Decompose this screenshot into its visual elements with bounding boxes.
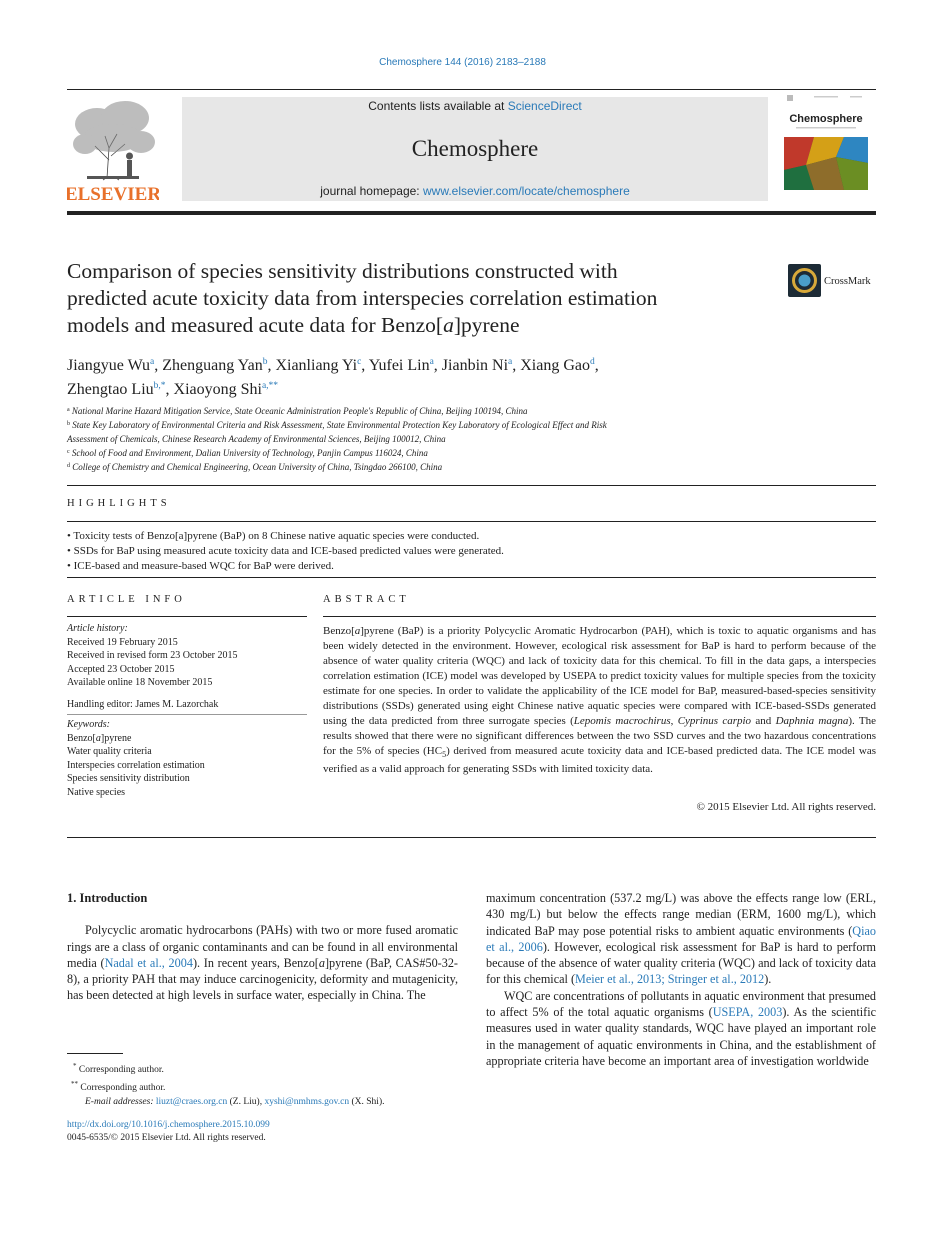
elsevier-wordmark: ELSEVIER [67, 184, 159, 204]
author-separator: , [433, 357, 438, 374]
author [162, 357, 271, 374]
author-name: Jiangyue Wu [67, 357, 151, 374]
affiliation [67, 433, 867, 446]
paper-title [67, 258, 767, 339]
author-affiliation-mark[interactable]: b,* [153, 381, 166, 391]
abstract-heading: ABSTRACT [323, 594, 410, 605]
highlights-heading: HIGHLIGHTS [67, 498, 171, 509]
author-separator: , [512, 357, 517, 374]
crossmark-icon[interactable] [788, 264, 821, 297]
affiliation-text: Assessment of Chemicals, Chinese Research Academy of Environmental Sciences, Beijing 100012, China [67, 433, 446, 444]
author-affiliation-mark[interactable]: b [262, 357, 268, 367]
author-name: Yufei Lin [368, 357, 430, 374]
email-link[interactable]: xyshi@nmhms.gov.cn [264, 1097, 350, 1108]
highlight-text: ICE-based and measure-based WQC for BaP were derived. [73, 560, 334, 572]
keyword [67, 732, 307, 746]
highlights-top-rule [67, 485, 876, 486]
author-affiliation-mark[interactable]: c [357, 357, 362, 367]
footnote-mark: ** [71, 1080, 78, 1089]
highlights-list [67, 529, 876, 574]
intro-paragraph [67, 922, 458, 1003]
revised-date: Received in revised form 23 October 2015 [67, 650, 238, 661]
handling-editor: Handling editor: James M. Lazorchak [67, 698, 219, 710]
footnote-text: Corresponding author. [80, 1083, 166, 1094]
author-separator: , [154, 357, 159, 374]
affiliation-key: b [67, 421, 70, 428]
accepted-date: Accepted 23 October 2015 [67, 663, 175, 675]
email-owner: (Z. Liu), [229, 1097, 263, 1108]
abstract-subscript: 5 [442, 750, 447, 760]
highlights-mid-rule [67, 521, 876, 522]
journal-cover[interactable] [784, 95, 868, 193]
citation-link[interactable]: Meier et al., 2013; Stringer et al., 2012 [575, 972, 765, 987]
title-part: models and measured acute data for Benzo[ [67, 313, 444, 337]
header-top-rule [67, 89, 876, 90]
intro-text: ). However, ecological risk assessment for BaP is hard to perform because of the absence of water quality criteria (WQC) and lack of toxicity data for this chemical ( [486, 939, 876, 987]
affiliation [67, 446, 867, 460]
intro-text: ). As the scientific measures used in water quality standards, WQC have played an important role in the management of aquatic environments in China, and the establishment of appropriate criteria have become an important area of investigation worldwide [486, 1005, 876, 1068]
footnote-mark: * [73, 1062, 77, 1070]
species-name: Cyprinus carpio [677, 715, 752, 727]
abstract-text: ). The results showed that there were no significant differences between the two SSD curves and the two hazardous concentrations for the 5% of species (HC [323, 715, 876, 757]
affiliation-text: State Key Laboratory of Environmental Criteria and Risk Assessment, State Environmental Protection Key Laboratory of Ecological Effect and Risk [72, 420, 607, 431]
intro-text: ]pyrene (BaP, CAS#50-32-8), a priority PAH that may induce carcinogenicity, deformity and mutagenicity, has been detected at high levels in surface water, especially in China. The [67, 955, 458, 1003]
abstract-rule [323, 616, 876, 617]
species-name: Lepomis macrochirus [573, 715, 671, 727]
author-name: Xiang Gao [520, 357, 590, 374]
contents-prefix: Contents lists available at [368, 99, 505, 113]
highlights-bottom-rule [67, 577, 876, 578]
citation-link[interactable]: Qiao et al., 2006 [486, 923, 876, 954]
author-affiliation-mark[interactable]: d [590, 357, 595, 367]
received-date: Received 19 February 2015 [67, 636, 178, 648]
sciencedirect-link[interactable]: ScienceDirect [507, 99, 582, 113]
author-name: Zhenguang Yan [162, 357, 263, 374]
abstract-text: and [751, 715, 776, 727]
intro-paragraph [486, 988, 876, 1069]
author-affiliation-mark[interactable]: a,** [261, 381, 279, 391]
journal-reference[interactable]: Chemosphere 144 (2016) 2183–2188 [379, 57, 546, 68]
affiliation-text: National Marine Hazard Mitigation Service, State Oceanic Administration People's Republic of China, Beijing 100194, China [71, 406, 528, 416]
highlight-text: Toxicity tests of Benzo[a]pyrene (BaP) on 8 Chinese native aquatic species were conducted. [73, 530, 480, 542]
author [369, 357, 438, 374]
abstract-text: , [670, 715, 678, 727]
keyword-part: ]pyrene [100, 732, 132, 744]
affiliation-key: c [67, 448, 70, 455]
author [520, 357, 599, 374]
title-line-1: Comparison of species sensitivity distributions constructed with [67, 259, 618, 283]
intro-left-column [67, 890, 458, 1004]
author-name: Xiaoyong Shi [173, 381, 262, 398]
citation-link[interactable]: Nadal et al., 2004 [104, 955, 193, 970]
crossmark-label[interactable]: CrossMark [824, 276, 871, 287]
affiliation-key: d [67, 463, 70, 470]
author-separator: , [361, 357, 366, 374]
homepage-line [182, 184, 768, 198]
intro-right-column [486, 890, 876, 1069]
keyword: Native species [67, 786, 126, 798]
abstract-body [323, 624, 876, 777]
footnotes [67, 1059, 467, 1109]
title-line-2: predicted acute toxicity data from interspecies correlation estimation [67, 286, 658, 310]
author-list [67, 352, 867, 400]
author-separator: , [267, 357, 272, 374]
elsevier-logo [67, 96, 159, 204]
title-italic: a [443, 313, 454, 337]
journal-name: Chemosphere [411, 136, 539, 161]
keyword-part: Benzo[ [67, 732, 96, 744]
highlight-item: • SSDs for BaP using measured acute toxicity data and ICE-based predicted values were generated. [67, 545, 504, 557]
author-affiliation-mark[interactable]: a [429, 357, 434, 367]
highlight-item: • Toxicity tests of Benzo[a]pyrene (BaP) on 8 Chinese native aquatic species were conducted. [67, 530, 480, 542]
doi-block [67, 1119, 467, 1145]
intro-text: ). In recent years, Benzo[ [192, 955, 319, 970]
affiliation [67, 404, 867, 418]
citation-link[interactable]: USEPA, 2003 [712, 1005, 783, 1020]
cover-title: Chemosphere [789, 113, 863, 125]
keywords-label: Keywords: [67, 719, 110, 730]
author [275, 357, 365, 374]
email-label: E-mail addresses: [85, 1097, 154, 1108]
abstract-italic: a [354, 625, 361, 637]
author-name: Xianliang Yi [275, 357, 358, 374]
intro-heading: 1. Introduction [67, 891, 148, 905]
author-name: Jianbin Ni [441, 357, 509, 374]
affiliation-text: College of Chemistry and Chemical Engineering, Ocean University of China, Tsingdao 266100, China [72, 462, 443, 473]
email-owner: (X. Shi). [351, 1097, 385, 1108]
abstract-text: ) derived from measured acute toxicity data and ICE-based predicted data. The ICE model was verified as a valid approach for generating SSDs with limited toxicity data. [323, 745, 876, 776]
intro-italic: a [318, 955, 325, 970]
highlight-text: SSDs for BaP using measured acute toxicity data and ICE-based predicted values were generated. [73, 545, 504, 557]
author [174, 381, 279, 398]
keyword: Water quality criteria [67, 746, 152, 757]
email-link[interactable]: liuzt@craes.org.cn [155, 1097, 228, 1108]
copyright-line: © 2015 Elsevier Ltd. All rights reserved. [696, 801, 876, 813]
title-line-3 [67, 312, 767, 339]
keyword: Interspecies correlation estimation [67, 759, 205, 771]
footnote-rule [67, 1053, 123, 1054]
author-separator: , [165, 381, 170, 398]
footnote [67, 1059, 467, 1077]
header-bottom-rule [67, 211, 876, 215]
homepage-link[interactable]: www.elsevier.com/locate/chemosphere [422, 184, 630, 198]
title-part: ]pyrene [453, 313, 520, 337]
affiliation-key: a [67, 407, 70, 413]
intro-text: WQC are concentrations of pollutants in aquatic environment that presumed to affect 5% of the total aquatic organisms ( [486, 988, 876, 1020]
affiliation-text: School of Food and Environment, Dalian University of Technology, Panjin Campus 116024, China [71, 447, 428, 458]
contents-line [182, 99, 768, 113]
email-line [67, 1095, 467, 1109]
highlight-item: • ICE-based and measure-based WQC for BaP were derived. [67, 560, 334, 572]
abstract-text: ]pyrene (BaP) is a priority Polycyclic Aromatic Hydrocarbon (PAH), which is toxic to aquatic organisms and has been widely detected in the environment. However, ecological risk assessment for BaP is hard to perform because of the absence of water quality criteria (WQC) and lack of toxicity data for this chemical. To fill in the data gaps, a interspecies correlation estimation (ICE) model was developed by USEPA to predict toxicity values for multiple species from the toxicity estimate for one species. In order to validate the applicability of the ICE model for BaP, measured-based-species sensitivity distributions (SSDs) generated using eight Chinese native aquatic species were compared with ICE-based-SSDs generated using the data predicted from three surrogate species ( [323, 625, 876, 727]
article-info-heading: ARTICLE INFO [67, 594, 186, 605]
history-label: Article history: [67, 623, 128, 634]
affiliation-list [67, 404, 867, 474]
keyword-italic: a [95, 732, 101, 744]
article-info-rule [67, 616, 307, 617]
intro-paragraph [486, 890, 876, 988]
intro-text: Polycyclic aromatic hydrocarbons (PAHs) with two or more fused aromatic rings are a class of organic contaminants and can be found in all environmental media ( [67, 923, 458, 970]
footnote [67, 1077, 467, 1095]
species-name: Daphnia magna [775, 715, 849, 727]
homepage-prefix: journal homepage: [320, 184, 420, 198]
abstract-text: Benzo[ [323, 625, 355, 637]
article-info [67, 622, 307, 799]
author [442, 357, 516, 374]
affiliation [67, 460, 867, 474]
footnote-text: Corresponding author. [78, 1065, 164, 1076]
author-name: Zhengtao Liu [67, 381, 154, 398]
author-separator: , [594, 357, 599, 374]
issn-line: 0045-6535/© 2015 Elsevier Ltd. All rights reserved. [67, 1133, 266, 1143]
intro-text: maximum concentration (537.2 mg/L) was above the effects range low (ERL, 430 mg/L) but below the effects range median (ERM, 1600 mg/L), which indicated BaP may pose potential risks to ambient aquatic environments ( [486, 891, 876, 938]
affiliation [67, 418, 867, 432]
keyword: Species sensitivity distribution [67, 773, 190, 784]
author-affiliation-mark[interactable]: a [150, 357, 155, 367]
author [67, 381, 170, 398]
online-date: Available online 18 November 2015 [67, 677, 213, 688]
intro-text: ). [764, 972, 772, 987]
doi-link[interactable]: http://dx.doi.org/10.1016/j.chemosphere.2015.10.099 [67, 1120, 270, 1130]
author [67, 357, 158, 374]
author-affiliation-mark[interactable]: a [508, 357, 513, 367]
front-matter-bottom-rule [67, 837, 876, 838]
